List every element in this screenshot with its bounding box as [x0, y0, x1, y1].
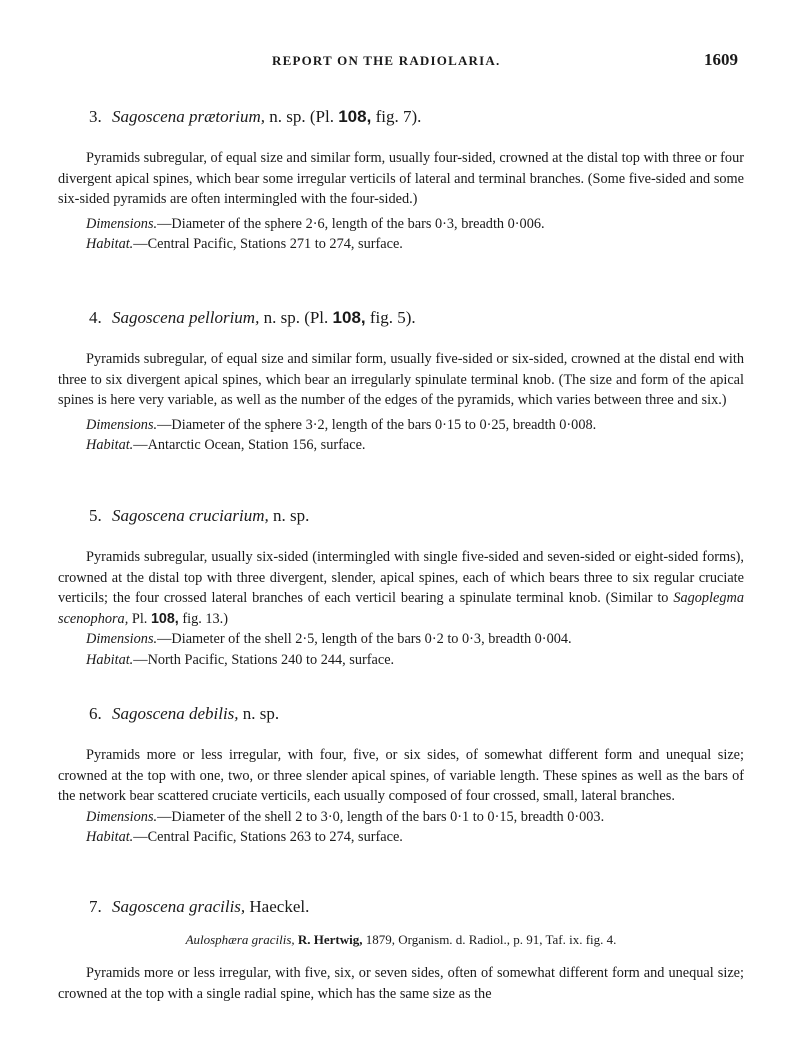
page-number: 1609: [704, 50, 738, 69]
species-description: Pyramids subregular, of equal size and similar form, usually five-sided or six-sided, crowned at the distal end with three to six divergent apical spines, which bear an irregularly spinulate terminal knob. (The size and form of the apical spines is here very variable, as well as the number of the edges of the pyramids, which varies between three and six.): [58, 351, 744, 409]
dimensions-line: [86, 629, 744, 650]
species-entry: [58, 703, 744, 848]
habitat-line: [86, 650, 744, 671]
dimensions-line: [86, 214, 744, 235]
dimensions-label: Dimensions.: [86, 808, 158, 825]
species-number: 7.: [89, 897, 102, 916]
comparison-fig: fig. 13.): [178, 610, 229, 627]
dimensions-label: Dimensions.: [86, 416, 158, 433]
species-heading: [89, 896, 744, 918]
plate-number: 108,: [150, 610, 179, 627]
habitat-line: [86, 234, 744, 255]
habitat-label: Habitat.: [86, 651, 134, 668]
species-suffix: n. sp. (Pl.: [269, 107, 334, 126]
synonym-name: Aulosphæra gracilis,: [185, 932, 295, 947]
species-heading: [89, 307, 744, 329]
dimensions-label: Dimensions.: [86, 215, 158, 232]
species-name: Sagoscena cruciarium,: [112, 506, 269, 525]
running-title: REPORT ON THE RADIOLARIA.: [272, 53, 501, 68]
habitat-value: —Central Pacific, Stations 271 to 274, surface.: [133, 236, 403, 253]
habitat-value: —Antarctic Ocean, Station 156, surface.: [133, 437, 366, 454]
species-suffix: n. sp. (Pl.: [263, 308, 329, 327]
species-name: Sagoscena gracilis,: [112, 897, 246, 916]
synonym-author: R. Hertwig,: [297, 932, 363, 947]
species-heading: [89, 703, 744, 725]
synonym-line: [58, 931, 744, 949]
habitat-label: Habitat.: [86, 437, 134, 454]
dimensions-label: Dimensions.: [86, 631, 158, 648]
description-text: Pyramids subregular, usually six-sided (intermingled with single five-sided and seven-sided or eight-sided forms), crowned at the distal top with three divergent, slender, apical spines, each of which bears three to six regular cruciate verticils; the four crossed lateral branches of each verticil bearing a spinulate terminal knob. (Similar to: [58, 549, 744, 607]
comparison-pl: Pl.: [128, 610, 151, 627]
species-suffix: Haeckel.: [249, 897, 310, 916]
plate-number: 108,: [332, 308, 366, 327]
figure-ref: fig. 5).: [369, 308, 416, 327]
species-description: [58, 547, 744, 629]
dimensions-value: —Diameter of the sphere 2·6, length of the bars 0·3, breadth 0·006.: [157, 215, 545, 232]
running-head: [0, 50, 800, 74]
species-number: 4.: [89, 308, 102, 327]
species-number: 6.: [89, 704, 102, 723]
species-heading: [89, 106, 744, 128]
species-description: Pyramids subregular, of equal size and similar form, usually four-sided, crowned at the distal top with three or four divergent apical spines, which bear some irregular verticils of lateral and terminal branches. (Some five-sided and some six-sided pyramids are often intermingled with the four-sided.): [58, 150, 744, 208]
species-number: 5.: [89, 506, 102, 525]
habitat-label: Habitat.: [86, 829, 134, 846]
species-name: Sagoscena pellorium,: [112, 308, 260, 327]
habitat-value: —North Pacific, Stations 240 to 244, surface.: [133, 651, 395, 668]
habitat-line: [86, 827, 744, 848]
figure-ref: fig. 7).: [375, 107, 422, 126]
comparison-species: Sagoplegma scenophora,: [58, 590, 744, 627]
species-suffix: n. sp.: [273, 506, 310, 525]
habitat-line: [86, 435, 744, 456]
species-description: Pyramids more or less irregular, with four, five, or six sides, of somewhat different form and unequal size; crowned at the top with one, two, or three slender apical spines, of variable length. These spines as well as the bars of the network bear scattered cruciate verticils, each usually composed of four crossed, small, lateral branches.: [58, 747, 744, 805]
dimensions-value: —Diameter of the shell 2·5, length of the bars 0·2 to 0·3, breadth 0·004.: [157, 631, 572, 648]
dimensions-value: —Diameter of the shell 2 to 3·0, length of the bars 0·1 to 0·15, breadth 0·003.: [157, 808, 605, 825]
species-entry: [58, 307, 744, 456]
species-suffix: n. sp.: [242, 704, 280, 723]
habitat-label: Habitat.: [86, 236, 134, 253]
species-name: Sagoscena prætorium,: [112, 107, 265, 126]
species-heading: [89, 505, 744, 527]
habitat-value: —Central Pacific, Stations 263 to 274, surface.: [133, 829, 403, 846]
species-description: Pyramids more or less irregular, with five, six, or seven sides, often of somewhat different form and unequal size; crowned at the top with a single radial spine, which has the same size as the: [58, 965, 744, 1002]
species-number: 3.: [89, 107, 102, 126]
dimensions-value: —Diameter of the sphere 3·2, length of the bars 0·15 to 0·25, breadth 0·008.: [157, 416, 597, 433]
plate-number: 108,: [338, 107, 372, 126]
species-entry: [58, 896, 744, 1004]
species-entry: [58, 106, 744, 255]
dimensions-line: [86, 807, 744, 828]
dimensions-line: [86, 415, 744, 436]
synonym-reference: 1879, Organism. d. Radiol., p. 91, Taf. ix. fig. 4.: [365, 932, 617, 947]
species-name: Sagoscena debilis,: [112, 704, 239, 723]
species-entry: [58, 505, 744, 671]
